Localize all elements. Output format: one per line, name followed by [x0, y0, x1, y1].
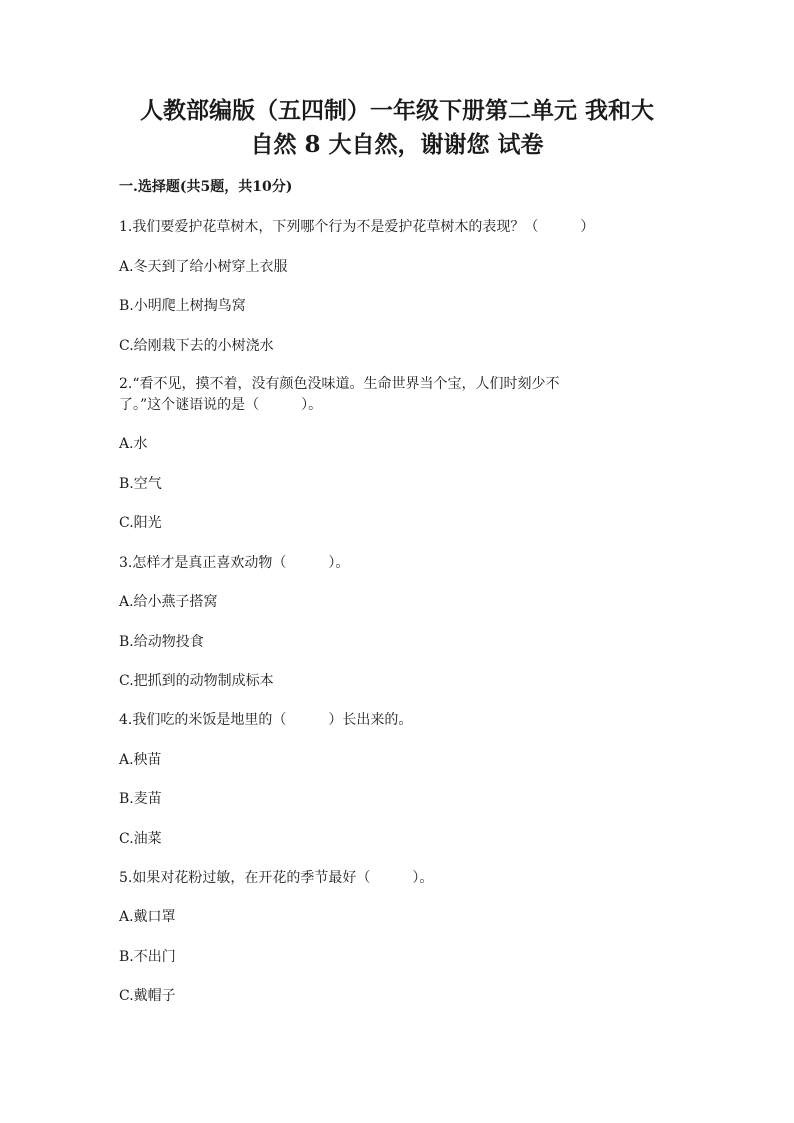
question-4-option-c: C.油菜 [119, 831, 162, 847]
question-3-stem: 3.怎样才是真正喜欢动物（ ）。 [119, 555, 350, 571]
section-heading: 一.选择题(共5题，共10分) [119, 179, 293, 195]
question-5-stem: 5.如果对花粉过敏，在开花的季节最好（ ）。 [119, 870, 434, 886]
question-5-option-a: A.戴口罩 [119, 909, 176, 925]
question-4-option-b: B.麦苗 [119, 791, 162, 807]
question-5-option-b: B.不出门 [119, 949, 176, 965]
question-1-stem: 1.我们要爱护花草树木，下列哪个行为不是爱护花草树木的表现？（ ） [119, 219, 595, 235]
question-1-option-a: A.冬天到了给小树穿上衣服 [119, 259, 288, 275]
question-1-option-c: C.给刚栽下去的小树浇水 [119, 338, 274, 354]
question-2-option-b: B.空气 [119, 476, 162, 492]
page-title: 人教部编版（五四制）一年级下册第二单元 我和大 [139, 97, 654, 124]
question-2-option-c: C.阳光 [119, 515, 162, 531]
question-4-stem: 4.我们吃的米饭是地里的（ ）长出来的。 [119, 712, 413, 728]
question-2-stem-continued: 了。”这个谜语说的是（ ）。 [119, 397, 323, 413]
question-2-stem: 2.“看不见，摸不着，没有颜色没味道。生命世界当个宝，人们时刻少不 [119, 376, 560, 392]
question-3-option-b: B.给动物投食 [119, 634, 204, 650]
page-title-continued: 自然 8 大自然，谢谢您 试卷 [250, 131, 544, 158]
question-3-option-c: C.把抓到的动物制成标本 [119, 673, 274, 689]
question-2-option-a: A.水 [119, 436, 148, 452]
question-5-option-c: C.戴帽子 [119, 988, 176, 1004]
question-3-option-a: A.给小燕子搭窝 [119, 594, 218, 610]
question-1-option-b: B.小明爬上树掏鸟窝 [119, 298, 246, 314]
question-4-option-a: A.秧苗 [119, 752, 162, 768]
